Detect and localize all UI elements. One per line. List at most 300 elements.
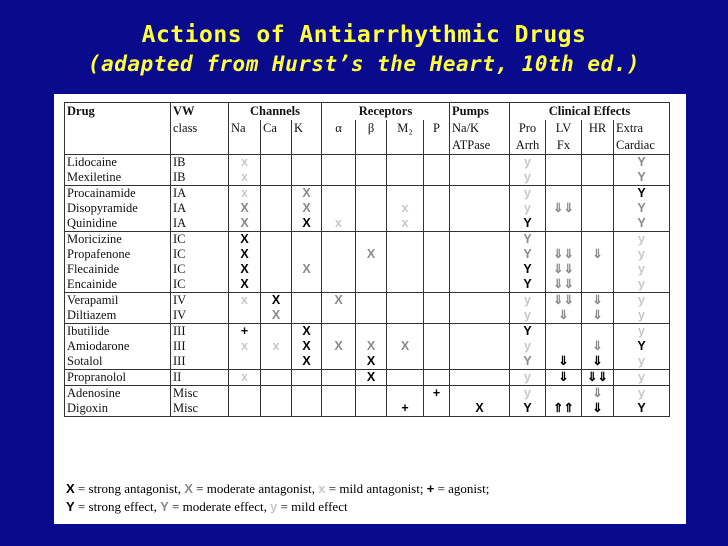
- effect-mark: y: [638, 293, 645, 307]
- vw-class: Misc: [171, 386, 229, 402]
- header-m2: M₂: [387, 120, 424, 137]
- effect-mark: x: [335, 216, 342, 230]
- effect-mark: ⇓: [558, 370, 569, 384]
- cell-lv: [546, 370, 582, 386]
- effect-mark: Y: [637, 155, 646, 169]
- effect-mark: X: [366, 370, 376, 384]
- table-row: [65, 386, 670, 402]
- effect-mark: y: [638, 324, 645, 338]
- cell-ex: [614, 401, 670, 417]
- cell-beta: [356, 186, 387, 202]
- table-row: [65, 232, 670, 248]
- cell-ex: [614, 324, 670, 340]
- cell-ex: [614, 354, 670, 370]
- cell-na: [229, 232, 261, 248]
- cell-pro: [510, 339, 546, 354]
- cell-pro: [510, 232, 546, 248]
- cell-alpha: [322, 370, 356, 386]
- legend-line-2: [66, 498, 489, 516]
- cell-hr: [582, 247, 614, 262]
- cell-lv: [546, 277, 582, 293]
- header-na: Na: [229, 120, 261, 137]
- effect-mark: y: [524, 386, 531, 400]
- cell-lv: [546, 201, 582, 216]
- effect-mark: Y: [523, 247, 532, 261]
- cell-na: [229, 186, 261, 202]
- legend-text: = moderate antagonist,: [192, 481, 319, 496]
- header-cardiac: Cardiac: [614, 137, 670, 155]
- effect-mark: y: [638, 232, 645, 246]
- effect-mark: Y: [637, 216, 646, 230]
- effect-mark: y: [638, 386, 645, 400]
- cell-hr: [582, 293, 614, 309]
- drug-name: Encainide: [67, 277, 117, 291]
- effect-mark: Y: [637, 186, 646, 200]
- cell-p: [424, 370, 450, 386]
- cell-nak: [450, 262, 510, 277]
- cell-ex: [614, 155, 670, 171]
- cell-m2: [387, 170, 424, 186]
- cell-m2: [387, 201, 424, 216]
- cell-p: [424, 155, 450, 171]
- drug-name: Propafenone: [67, 247, 131, 261]
- effect-mark: x: [241, 155, 248, 169]
- cell-p: [424, 293, 450, 309]
- header-row-1: [65, 103, 670, 121]
- cell-m2: [387, 247, 424, 262]
- effect-mark: ⇓: [558, 354, 569, 368]
- cell-k: [292, 262, 322, 277]
- cell-ca: [261, 186, 292, 202]
- effect-mark: X: [302, 216, 311, 230]
- cell-pro: [510, 370, 546, 386]
- cell-ex: [614, 186, 670, 202]
- effect-mark: +: [401, 401, 409, 415]
- cell-p: [424, 170, 450, 186]
- cell-k: [292, 370, 322, 386]
- cell-na: [229, 339, 261, 354]
- effect-mark: Y: [523, 216, 532, 230]
- header-atpase: ATPase: [450, 137, 510, 155]
- effect-mark: Y: [523, 354, 532, 368]
- effect-mark: y: [524, 293, 531, 307]
- effect-mark: x: [241, 186, 248, 200]
- header-k: K: [292, 120, 322, 137]
- effect-mark: Y: [637, 339, 646, 353]
- header-class: class: [171, 120, 229, 137]
- effect-mark: ⇓: [592, 401, 603, 415]
- cell-na: [229, 308, 261, 324]
- effect-mark: Y: [637, 170, 646, 184]
- header-vw: VW: [171, 103, 229, 121]
- effect-mark: ⇓: [592, 308, 603, 322]
- cell-p: [424, 277, 450, 293]
- cell-lv: [546, 155, 582, 171]
- cell-nak: [450, 308, 510, 324]
- cell-k: [292, 308, 322, 324]
- legend-text: = mild effect: [277, 499, 348, 514]
- cell-pro: [510, 247, 546, 262]
- drug-name: Ibutilide: [65, 324, 171, 340]
- cell-k: [292, 155, 322, 171]
- drug-actions-table: [64, 102, 670, 417]
- cell-ca: [261, 308, 292, 324]
- effect-mark: Y: [637, 401, 646, 415]
- vw-class: IA: [171, 186, 229, 202]
- legend-mild-antagonist-mark: x: [318, 481, 326, 496]
- effect-mark: X: [334, 293, 343, 307]
- cell-lv: [546, 308, 582, 324]
- cell-ex: [614, 370, 670, 386]
- header-fx: Fx: [546, 137, 582, 155]
- vw-class: IV: [171, 308, 229, 324]
- cell-ex: [614, 201, 670, 216]
- table-row: [65, 370, 670, 386]
- cell-hr: [582, 201, 614, 216]
- header-clinical-effects: Clinical Effects: [510, 103, 670, 121]
- cell-ex: [614, 308, 670, 324]
- effect-mark: X: [271, 293, 281, 307]
- effect-mark: y: [524, 186, 531, 200]
- cell-beta: [356, 247, 387, 262]
- vw-class: IA: [171, 216, 229, 232]
- legend-strong-antagonist-mark: X: [66, 481, 75, 496]
- cell-nak: [450, 186, 510, 202]
- vw-class: III: [171, 339, 229, 354]
- effect-mark: X: [475, 401, 484, 415]
- cell-beta: [356, 386, 387, 402]
- cell-lv: [546, 247, 582, 262]
- effect-mark: X: [366, 339, 376, 353]
- cell-p: [424, 247, 450, 262]
- cell-pro: [510, 155, 546, 171]
- cell-ex: [614, 293, 670, 309]
- effect-mark: X: [302, 354, 311, 368]
- cell-ca: [261, 262, 292, 277]
- cell-pro: [510, 354, 546, 370]
- cell-beta: [356, 308, 387, 324]
- cell-lv: [546, 293, 582, 309]
- cell-ca: [261, 277, 292, 293]
- cell-ca: [261, 339, 292, 354]
- effect-mark: X: [400, 339, 410, 353]
- vw-class: III: [171, 354, 229, 370]
- header-alpha: α: [322, 120, 356, 137]
- cell-alpha: [322, 216, 356, 232]
- cell-beta: [356, 339, 387, 354]
- header-beta: β: [356, 120, 387, 137]
- cell-beta: [356, 155, 387, 171]
- cell-m2: [387, 370, 424, 386]
- table-row: [65, 308, 670, 324]
- cell-ex: [614, 170, 670, 186]
- cell-m2: [387, 354, 424, 370]
- cell-ca: [261, 216, 292, 232]
- cell-p: [424, 232, 450, 248]
- effect-mark: X: [240, 216, 249, 230]
- cell-ca: [261, 247, 292, 262]
- table-row: [65, 324, 670, 340]
- cell-alpha: [322, 247, 356, 262]
- cell-hr: [582, 339, 614, 354]
- cell-m2: [387, 277, 424, 293]
- cell-pro: [510, 308, 546, 324]
- cell-p: [424, 216, 450, 232]
- legend-agonist-mark: +: [426, 481, 435, 496]
- cell-alpha: [322, 293, 356, 309]
- cell-na: [229, 247, 261, 262]
- legend-text: = mild antagonist;: [325, 481, 427, 496]
- effect-mark: X: [366, 247, 376, 261]
- cell-ca: [261, 401, 292, 417]
- effect-mark: x: [241, 339, 248, 353]
- drug-name: Mexiletine: [67, 170, 122, 184]
- legend: [66, 480, 489, 516]
- legend-moderate-effect-mark: Y: [160, 499, 169, 514]
- effect-mark: ⇓: [592, 354, 603, 368]
- cell-pro: [510, 401, 546, 417]
- cell-nak: [450, 354, 510, 370]
- cell-nak: [450, 201, 510, 216]
- cell-ca: [261, 201, 292, 216]
- header-drug: Drug: [67, 104, 95, 118]
- vw-class: IA: [171, 201, 229, 216]
- effect-mark: X: [271, 308, 281, 322]
- header-pro: Pro: [510, 120, 546, 137]
- effect-mark: X: [334, 339, 343, 353]
- drug-name: Lidocaine: [65, 155, 171, 171]
- cell-hr: [582, 354, 614, 370]
- effect-mark: ⇓⇓: [553, 277, 574, 291]
- cell-nak: [450, 232, 510, 248]
- cell-hr: [582, 370, 614, 386]
- header-row-3: [65, 137, 670, 155]
- cell-p: [424, 386, 450, 402]
- cell-lv: [546, 216, 582, 232]
- effect-mark: y: [524, 155, 531, 169]
- effect-mark: Y: [523, 232, 532, 246]
- cell-hr: [582, 308, 614, 324]
- vw-class: IC: [171, 247, 229, 262]
- header-extra: Extra: [614, 120, 670, 137]
- effect-mark: x: [241, 293, 248, 307]
- cell-hr: [582, 170, 614, 186]
- cell-nak: [450, 386, 510, 402]
- header-lv: LV: [546, 120, 582, 137]
- cell-alpha: [322, 170, 356, 186]
- cell-m2: [387, 216, 424, 232]
- vw-class: III: [171, 324, 229, 340]
- vw-class: IB: [171, 155, 229, 171]
- legend-moderate-antagonist-mark: X: [184, 481, 193, 496]
- cell-ca: [261, 386, 292, 402]
- effect-mark: X: [240, 232, 249, 246]
- cell-na: [229, 293, 261, 309]
- effect-mark: Y: [523, 277, 532, 291]
- table-row: [65, 201, 670, 216]
- effect-mark: ⇓: [558, 308, 569, 322]
- cell-na: [229, 370, 261, 386]
- drug-name: Sotalol: [67, 354, 103, 368]
- drug-name: Moricizine: [65, 232, 171, 248]
- cell-p: [424, 401, 450, 417]
- cell-m2: [387, 232, 424, 248]
- cell-beta: [356, 370, 387, 386]
- effect-mark: x: [272, 339, 280, 353]
- cell-m2: [387, 262, 424, 277]
- cell-hr: [582, 386, 614, 402]
- cell-k: [292, 247, 322, 262]
- cell-nak: [450, 293, 510, 309]
- cell-ex: [614, 339, 670, 354]
- vw-class: Misc: [171, 401, 229, 417]
- effect-mark: x: [401, 216, 409, 230]
- effect-mark: ⇓⇓: [553, 247, 574, 261]
- cell-na: [229, 324, 261, 340]
- cell-m2: [387, 324, 424, 340]
- cell-alpha: [322, 339, 356, 354]
- cell-alpha: [322, 324, 356, 340]
- table-panel: [54, 94, 686, 524]
- effect-mark: ⇓: [592, 247, 603, 261]
- effect-mark: +: [432, 386, 441, 400]
- cell-lv: [546, 170, 582, 186]
- cell-m2: [387, 308, 424, 324]
- legend-text: = strong effect,: [74, 499, 161, 514]
- cell-nak: [450, 277, 510, 293]
- table-row: [65, 339, 670, 354]
- cell-lv: [546, 401, 582, 417]
- effect-mark: X: [240, 247, 249, 261]
- effect-mark: y: [524, 339, 531, 353]
- vw-class: IC: [171, 232, 229, 248]
- vw-class: IV: [171, 293, 229, 309]
- cell-k: [292, 386, 322, 402]
- cell-pro: [510, 201, 546, 216]
- cell-k: [292, 186, 322, 202]
- header-receptors: Receptors: [322, 103, 450, 121]
- cell-pro: [510, 186, 546, 202]
- cell-m2: [387, 186, 424, 202]
- cell-nak: [450, 324, 510, 340]
- effect-mark: +: [240, 324, 249, 338]
- vw-class: IC: [171, 277, 229, 293]
- cell-k: [292, 170, 322, 186]
- vw-class: II: [171, 370, 229, 386]
- header-channels: Channels: [229, 103, 322, 121]
- cell-ca: [261, 354, 292, 370]
- cell-lv: [546, 339, 582, 354]
- cell-lv: [546, 324, 582, 340]
- effect-mark: Y: [523, 262, 532, 276]
- cell-ex: [614, 247, 670, 262]
- cell-k: [292, 339, 322, 354]
- table-row: [65, 354, 670, 370]
- header-p: P: [424, 120, 450, 137]
- header-ca: Ca: [261, 120, 292, 137]
- effect-mark: ⇓: [592, 293, 603, 307]
- legend-strong-effect-mark: Y: [66, 499, 75, 514]
- cell-alpha: [322, 186, 356, 202]
- cell-m2: [387, 155, 424, 171]
- cell-pro: [510, 170, 546, 186]
- drug-name: Diltiazem: [67, 308, 117, 322]
- cell-ca: [261, 155, 292, 171]
- cell-na: [229, 155, 261, 171]
- effect-mark: X: [302, 262, 311, 276]
- cell-alpha: [322, 308, 356, 324]
- effect-mark: y: [638, 354, 645, 368]
- effect-mark: y: [638, 262, 645, 276]
- slide-subtitle: (adapted from Hurst’s the Heart, 10th ed.): [87, 52, 640, 76]
- cell-ex: [614, 232, 670, 248]
- cell-alpha: [322, 386, 356, 402]
- effect-mark: Y: [523, 401, 532, 415]
- effect-mark: y: [638, 247, 645, 261]
- cell-k: [292, 216, 322, 232]
- cell-p: [424, 308, 450, 324]
- table-row: [65, 247, 670, 262]
- cell-ca: [261, 170, 292, 186]
- drug-name: Procainamide: [65, 186, 171, 202]
- cell-beta: [356, 201, 387, 216]
- cell-beta: [356, 354, 387, 370]
- effect-mark: X: [366, 354, 376, 368]
- effect-mark: X: [302, 339, 311, 353]
- cell-nak: [450, 247, 510, 262]
- cell-k: [292, 201, 322, 216]
- effect-mark: Y: [637, 201, 646, 215]
- cell-p: [424, 201, 450, 216]
- cell-pro: [510, 277, 546, 293]
- cell-nak: [450, 401, 510, 417]
- cell-p: [424, 354, 450, 370]
- cell-beta: [356, 401, 387, 417]
- cell-alpha: [322, 354, 356, 370]
- effect-mark: y: [524, 370, 531, 384]
- cell-hr: [582, 324, 614, 340]
- cell-alpha: [322, 155, 356, 171]
- cell-ca: [261, 232, 292, 248]
- drug-name: Propranolol: [65, 370, 171, 386]
- cell-na: [229, 277, 261, 293]
- cell-k: [292, 354, 322, 370]
- effect-mark: X: [302, 201, 311, 215]
- cell-na: [229, 354, 261, 370]
- header-nak: Na/K: [450, 120, 510, 137]
- effect-mark: ⇑⇑: [553, 401, 574, 415]
- cell-alpha: [322, 401, 356, 417]
- cell-na: [229, 401, 261, 417]
- cell-pro: [510, 293, 546, 309]
- effect-mark: X: [240, 262, 249, 276]
- cell-pro: [510, 216, 546, 232]
- effect-mark: X: [240, 201, 249, 215]
- cell-beta: [356, 216, 387, 232]
- table-row: [65, 170, 670, 186]
- cell-hr: [582, 155, 614, 171]
- effect-mark: ⇓: [592, 339, 603, 353]
- cell-alpha: [322, 232, 356, 248]
- cell-pro: [510, 262, 546, 277]
- effect-mark: ⇓⇓: [553, 293, 574, 307]
- legend-text: = strong antagonist,: [74, 481, 185, 496]
- effect-mark: ⇓⇓: [553, 262, 574, 276]
- cell-hr: [582, 216, 614, 232]
- effect-mark: ⇓⇓: [587, 370, 608, 384]
- cell-ca: [261, 370, 292, 386]
- cell-k: [292, 293, 322, 309]
